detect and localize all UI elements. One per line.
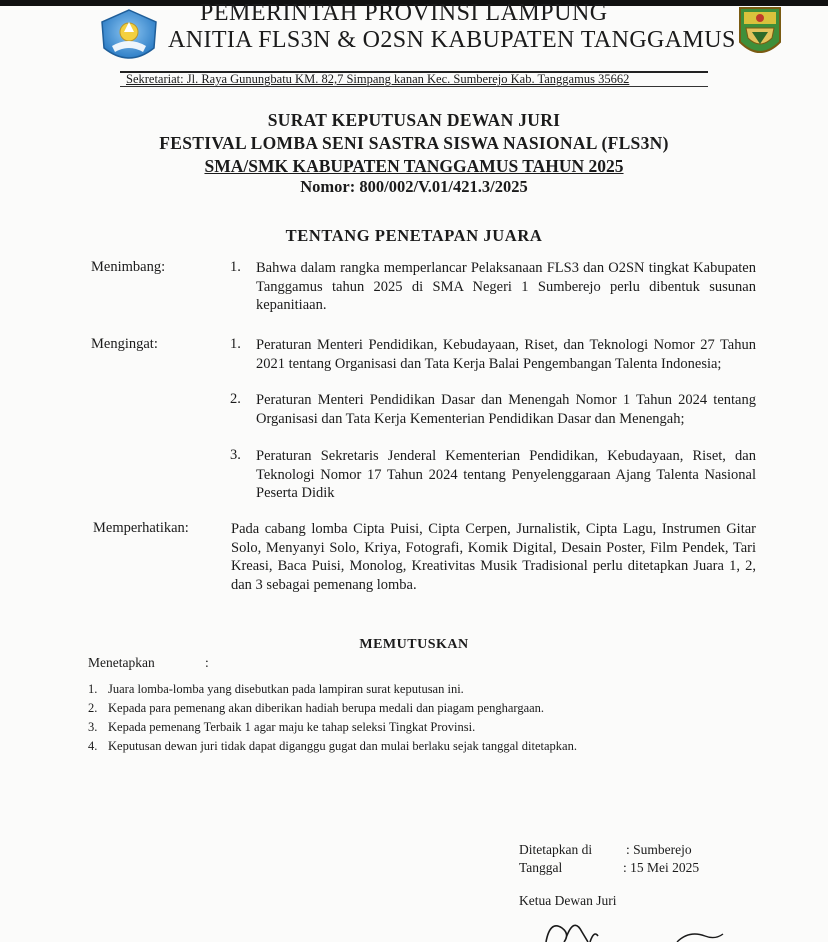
menimbang-label: Menimbang: [91,259,166,275]
decision-item-number: 3. [88,720,98,734]
signature-stroke [675,928,725,942]
mengingat-item-text: Peraturan Menteri Pendidikan, Kebudayaan, Riset, dan Teknologi Nomor 27 Tahun 2021 tentang Organisasi dan Tata Kerja Balai Pengembangan Talenta Indonesia; [256,337,756,372]
decision-item-text: Kepada pemenang Terbaik 1 agar maju ke tahap seleksi Tingkat Provinsi. [108,720,476,734]
decree-title: SURAT KEPUTUSAN DEWAN JURI [267,110,561,130]
letterhead-rule-bottom [120,86,708,87]
festival-title: FESTIVAL LOMBA SENI SASTRA SISWA NASIONAL (FLS3N) [159,133,669,153]
menetapkan-label: Menetapkan [88,655,155,670]
government-name: PEMERINTAH PROVINSI LAMPUNG [200,0,608,26]
tut-wuri-handayani-logo [96,8,162,66]
memperhatikan-text: Pada cabang lomba Cipta Puisi, Cipta Cerpen, Jurnalistik, Cipta Lagu, Instrumen Gitar Solo, Menyanyi Solo, Kriya, Fotografi, Komik Digital, Desain Poster, Film Pendek, Tari Kreasi, Baca Puisi, Monolog, Kreativitas Musik Tradisional perlu ditetapkan Juara 1, 2, dan 3 sebagai pemenang lomba. [231,521,756,593]
menimbang-item-number: 1. [230,259,241,275]
decree-number: Nomor: 800/002/V.01/421.3/2025 [300,177,528,196]
place-label: Ditetapkan di [519,842,593,857]
mengingat-item-number: 1. [230,336,241,352]
decision-item-text: Kepada para pemenang akan diberikan hadiah berupa medali dan piagam penghargaan. [108,701,545,715]
mengingat-item-text: Peraturan Sekretaris Jenderal Kementerian Pendidikan, Kebudayaan, Riset, dan Teknologi Nomor 17 Tahun 2024 tentang Penyelenggaraan Ajang Talenta Nasional Peserta Didik [256,448,756,501]
menetapkan-colon: : [205,655,209,670]
memutuskan-heading: MEMUTUSKAN [359,637,469,652]
mengingat-label: Mengingat: [91,336,158,352]
mengingat-item-number: 2. [230,391,241,407]
mengingat-item-text: Peraturan Menteri Pendidikan Dasar dan Menengah Nomor 1 Tahun 2024 tentang Organisasi dan Tata Kerja Kementerian Pendidikan Dasar dan Menengah; [256,392,756,427]
committee-name: ANITIA FLS3N & O2SN KABUPATEN TANGGAMUS [168,27,736,53]
date-value: : 15 Mei 2025 [623,860,700,875]
tanggamus-regency-logo [736,4,784,62]
mengingat-item-number: 3. [230,447,241,463]
menimbang-item-text: Bahwa dalam rangka memperlancar Pelaksanaan FLS3 dan O2SN tingkat Kabupaten Tanggamus tahun 2025 di SMA Negeri 1 Sumberejo perlu dibentuk susunan kepanitiaan. [256,260,756,313]
place-value: : Sumberejo [626,842,692,857]
secretariat-address: Sekretariat: Jl. Raya Gunungbatu KM. 82,7 Simpang kanan Kec. Sumberejo Kab. Tanggamus 35662 [126,72,630,86]
signature-scribble [540,902,660,942]
decision-item-number: 4. [88,739,98,753]
decision-item-number: 2. [88,701,98,715]
date-label: Tanggal [519,860,563,875]
decision-item-text: Keputusan dewan juri tidak dapat diganggu gugat dan mulai berlaku sejak tanggal ditetapkan. [108,739,577,753]
decision-item-number: 1. [88,682,98,696]
decision-item-text: Juara lomba-lomba yang disebutkan pada lampiran surat keputusan ini. [108,682,464,696]
memperhatikan-label: Memperhatikan: [93,520,189,536]
level-title: SMA/SMK KABUPATEN TANGGAMUS TAHUN 2025 [204,156,624,176]
signatory-role: Ketua Dewan Juri [519,893,617,908]
decree-subject: TENTANG PENETAPAN JUARA [285,226,543,245]
